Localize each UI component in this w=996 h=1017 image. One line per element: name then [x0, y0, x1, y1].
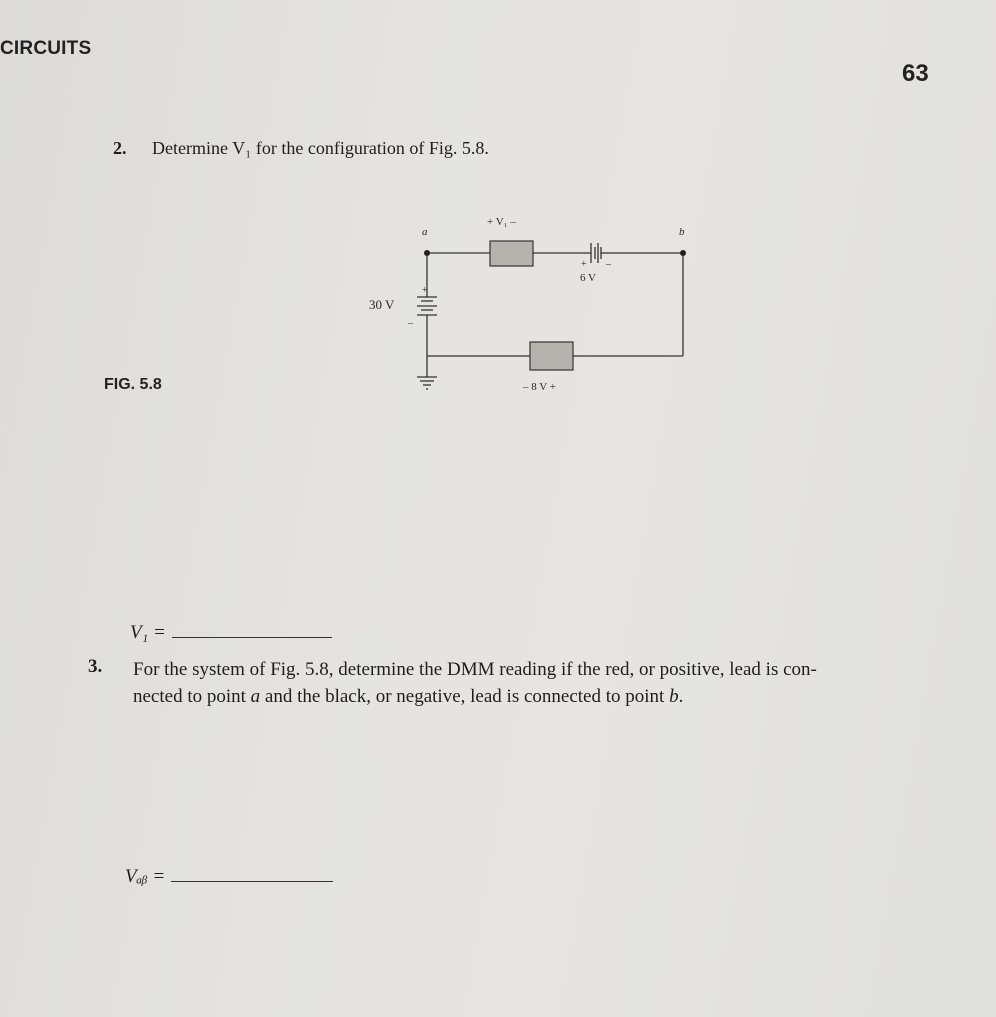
question-3-number: 3. [88, 656, 103, 677]
page-number: 63 [902, 60, 929, 87]
label-30v: 30 V [369, 297, 395, 312]
label-30v-plus: + [422, 285, 428, 296]
label-6v-minus: – [606, 259, 611, 270]
question-2-number: 2. [113, 138, 127, 158]
question-3-line-2: nected to point a and the black, or negative, lead is connected to point b. [133, 686, 684, 707]
circuit-diagram [355, 205, 695, 405]
question-2-text: Determine V₁ for the configuration of Fig. 5.8. [152, 138, 489, 158]
vab-answer-line [125, 866, 333, 888]
v1-answer-label: V₁ = [130, 622, 166, 643]
question-3-text [133, 656, 973, 710]
vab-answer-blank [171, 867, 333, 882]
resistor-8v [530, 342, 573, 370]
node-b [680, 250, 686, 256]
figure-label: FIG. 5.8 [104, 376, 162, 393]
node-a [424, 250, 430, 256]
question-3-line-1: For the system of Fig. 5.8, determine the DMM reading if the red, or positive, lead is con- [133, 659, 817, 680]
label-8v: – 8 V + [523, 381, 556, 393]
v1-answer-line [130, 622, 332, 644]
vab-answer-label: Vₐᵦ = [125, 866, 166, 887]
battery-6v [591, 243, 601, 263]
resistor-v1 [490, 241, 533, 266]
label-v1: + V₁ – [487, 216, 516, 228]
ground-icon [417, 377, 437, 389]
v1-answer-blank [172, 623, 332, 638]
label-point-a: a [422, 226, 428, 238]
section-header: CIRCUITS [0, 38, 92, 59]
label-6v: 6 V [580, 272, 596, 284]
label-6v-plus: + [581, 259, 587, 270]
label-point-b: b [679, 226, 685, 238]
label-30v-minus: – [408, 318, 413, 329]
battery-30v [417, 297, 437, 315]
